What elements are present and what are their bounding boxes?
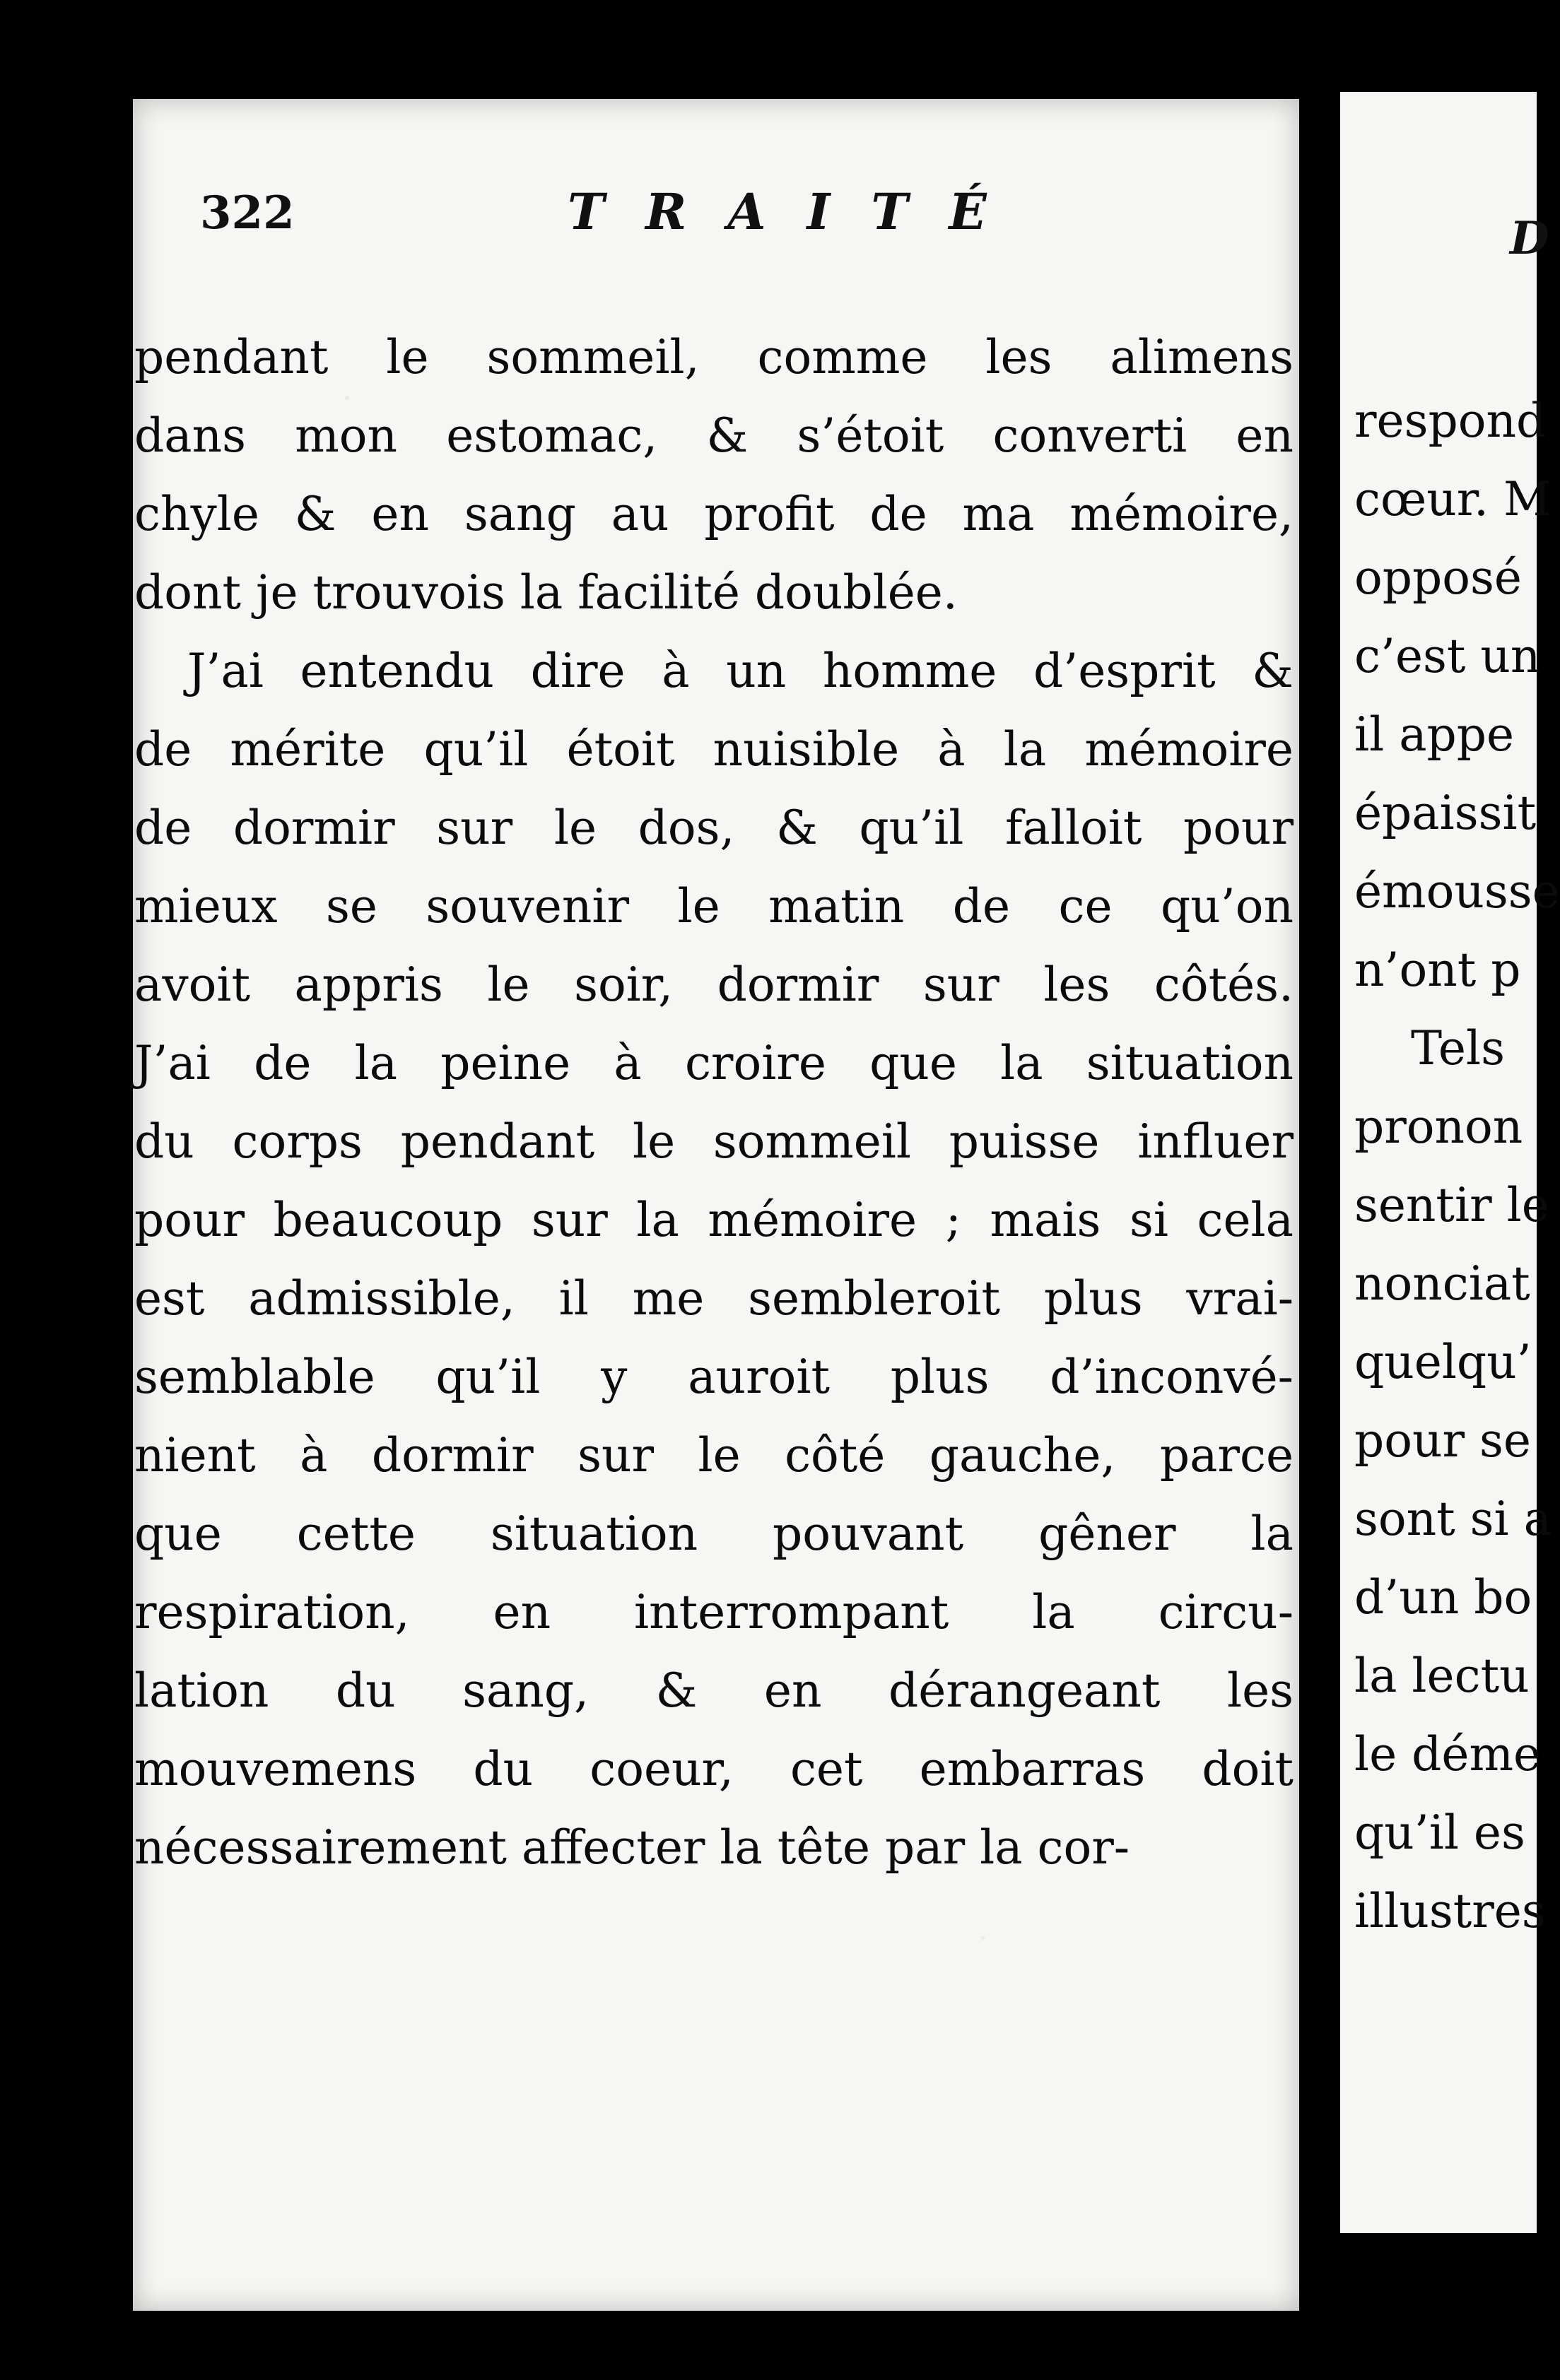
text-line-fragment: Tels (1411, 1021, 1505, 1076)
text-line: nécessairement affecter la tête par la cor- (134, 1820, 1130, 1875)
body-text (134, 318, 1294, 1887)
text-line: mouvemens du coeur, cet embarras doit (134, 1742, 1294, 1796)
text-line-fragment: émousse (1354, 864, 1560, 919)
text-line-fragment: il appe (1354, 707, 1515, 762)
text-line-fragment: qu’il es (1354, 1805, 1525, 1860)
text-line-fragment: sont si a (1354, 1492, 1552, 1546)
right-page-text (1354, 382, 1560, 1950)
text-line: mieux se souvenir le matin de ce qu’on (134, 879, 1294, 933)
text-line-fragment: opposé (1354, 550, 1522, 605)
text-line: du corps pendant le sommeil puisse influer (134, 1114, 1294, 1169)
text-line: J’ai entendu dire à un homme d’esprit & (187, 644, 1294, 698)
text-line-fragment: le déme (1354, 1727, 1542, 1781)
text-line: dans mon estomac, & s’étoit converti en (134, 408, 1294, 463)
text-line: que cette situation pouvant gêner la (134, 1507, 1294, 1561)
book-gutter (1299, 85, 1340, 2380)
text-line: avoit appris le soir, dormir sur les côtés. (134, 958, 1294, 1012)
running-head-title: TRAITÉ (568, 182, 1028, 241)
text-line: de dormir sur le dos, & qu’il falloit pour (134, 801, 1294, 855)
text-line: dont je trouvois la facilité doublée. (134, 565, 958, 620)
text-line: lation du sang, & en dérangeant les (134, 1663, 1294, 1718)
text-line-fragment: illustres (1354, 1884, 1546, 1938)
right-page-fragment (1340, 92, 1560, 2233)
text-line-fragment: épaissit (1354, 786, 1537, 840)
text-line-fragment: cœur. M (1354, 472, 1552, 526)
text-line-fragment: quelqu’ (1354, 1335, 1532, 1389)
paper-speck (981, 1936, 985, 1940)
text-line-fragment: pour se (1354, 1413, 1531, 1468)
text-line: pour beaucoup sur la mémoire ; mais si cela (134, 1193, 1294, 1247)
text-line-fragment: nonciat (1354, 1256, 1530, 1311)
page-number: 322 (200, 187, 295, 240)
text-line: pendant le sommeil, comme les alimens (134, 330, 1294, 384)
text-line: chyle & en sang au profit de ma mémoire, (134, 487, 1294, 541)
text-line: J’ai de la peine à croire que la situation (134, 1036, 1294, 1090)
text-line: nient à dormir sur le côté gauche, parce (134, 1428, 1294, 1483)
text-line-fragment: d’un bo (1354, 1570, 1532, 1625)
text-line: semblable qu’il y auroit plus d’inconvé- (134, 1350, 1294, 1404)
text-line-fragment: n’ont p (1354, 943, 1521, 997)
right-running-head: D (1510, 212, 1549, 265)
text-line: est admissible, il me sembleroit plus vrai- (134, 1271, 1294, 1326)
text-line: de mérite qu’il étoit nuisible à la mémoire (134, 722, 1294, 777)
text-line-fragment: pronon (1354, 1100, 1523, 1154)
text-line: respiration, en interrompant la circu- (134, 1585, 1294, 1639)
text-line-fragment: c’est un (1354, 629, 1541, 683)
running-head (133, 99, 1299, 241)
text-line-fragment: respond (1354, 394, 1547, 448)
text-line-fragment: sentir le (1354, 1178, 1549, 1232)
text-line-fragment: la lectu (1354, 1649, 1530, 1703)
